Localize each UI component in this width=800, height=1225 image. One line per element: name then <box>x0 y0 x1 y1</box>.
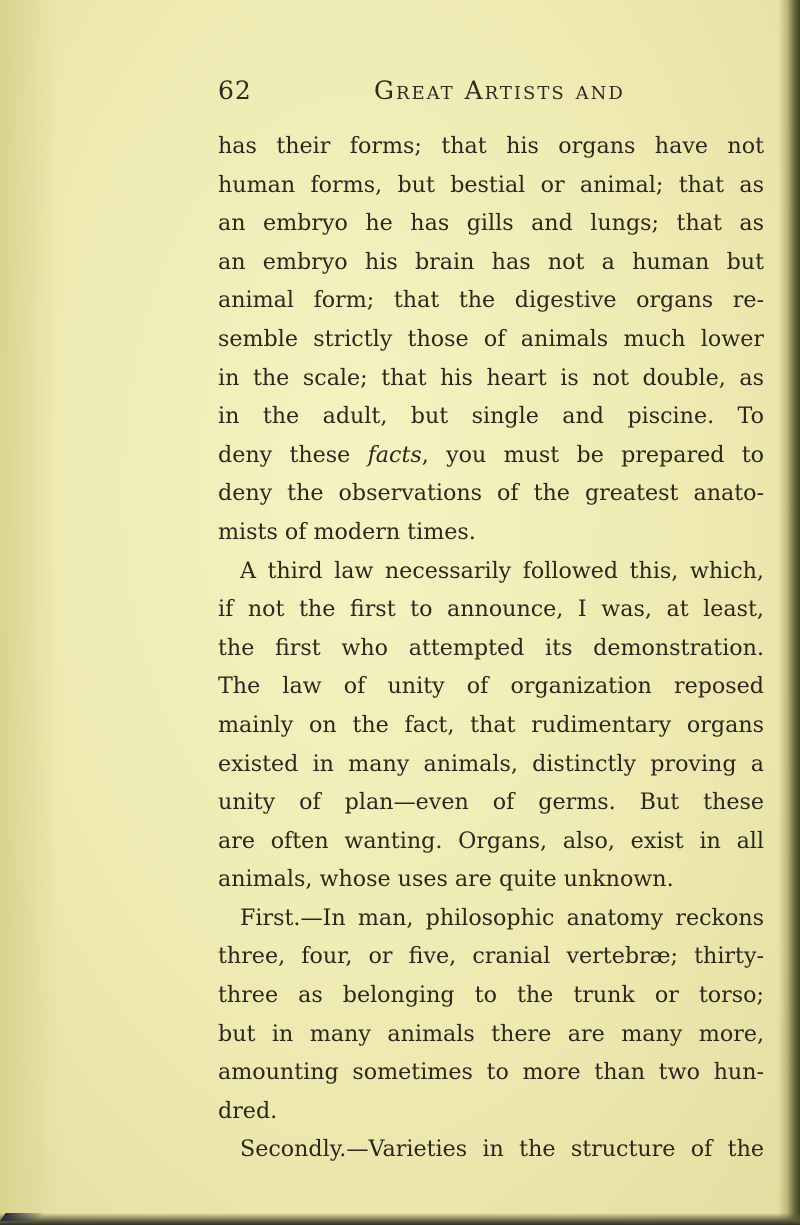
text-line: animals, whose uses are quite unknown. <box>218 866 674 893</box>
text-segment: deny these <box>218 441 368 468</box>
text-line: the first who attempted its demonstration. <box>218 634 764 661</box>
text-line: but in many animals there are many more, <box>218 1020 764 1047</box>
text-line: semble strictly those of animals much lower <box>218 325 764 352</box>
text-line: three, four, or five, cranial vertebræ; thirty- <box>218 943 764 970</box>
page-corner <box>0 1213 46 1221</box>
text-line: mainly on the fact, that rudimentary organs <box>218 711 764 738</box>
text-line: mists of modern times. <box>218 518 476 545</box>
text-line: animal form; that the digestive organs re- <box>218 287 764 314</box>
text-line: an embryo his brain has not a human but <box>218 248 764 275</box>
text-line: existed in many animals, distinctly proving a <box>218 750 764 777</box>
page-edge-shadow <box>778 0 800 1225</box>
running-head: Great Artists and <box>374 76 625 105</box>
emphasized-word: facts <box>367 441 422 468</box>
text-line: amounting sometimes to more than two hun- <box>218 1059 764 1086</box>
text-line: Secondly.—Varieties in the structure of the <box>240 1136 764 1163</box>
text-line: three as belonging to the trunk or torso; <box>218 982 764 1009</box>
text-line: First.—In man, philosophic anatomy reckons <box>240 904 764 931</box>
page-bottom-edge <box>0 1213 800 1225</box>
text-line <box>218 436 764 475</box>
text-line: human forms, but bestial or animal; that as <box>218 171 764 198</box>
text-line: has their forms; that his organs have not <box>218 133 764 159</box>
text-line: dred. <box>218 1097 278 1124</box>
text-line: in the adult, but single and piscine. To <box>218 403 764 430</box>
text-line: are often wanting. Organs, also, exist in all <box>218 827 764 854</box>
text-segment: , you must be prepared to <box>421 441 764 468</box>
body-text <box>218 127 764 1169</box>
page-number: 62 <box>218 76 252 105</box>
text-line: A third law necessarily followed this, which, <box>240 557 764 584</box>
text-line: an embryo he has gills and lungs; that as <box>218 210 764 237</box>
text-line: unity of plan—even of germs. But these <box>218 789 764 816</box>
text-line: if not the first to announce, I was, at least, <box>218 596 764 623</box>
page-gutter-shadow <box>0 0 60 1225</box>
text-line: The law of unity of organization reposed <box>218 673 764 700</box>
text-line: deny the observations of the greatest anato- <box>218 480 764 507</box>
text-line: in the scale; that his heart is not double, as <box>218 364 764 391</box>
page-header <box>218 76 778 116</box>
